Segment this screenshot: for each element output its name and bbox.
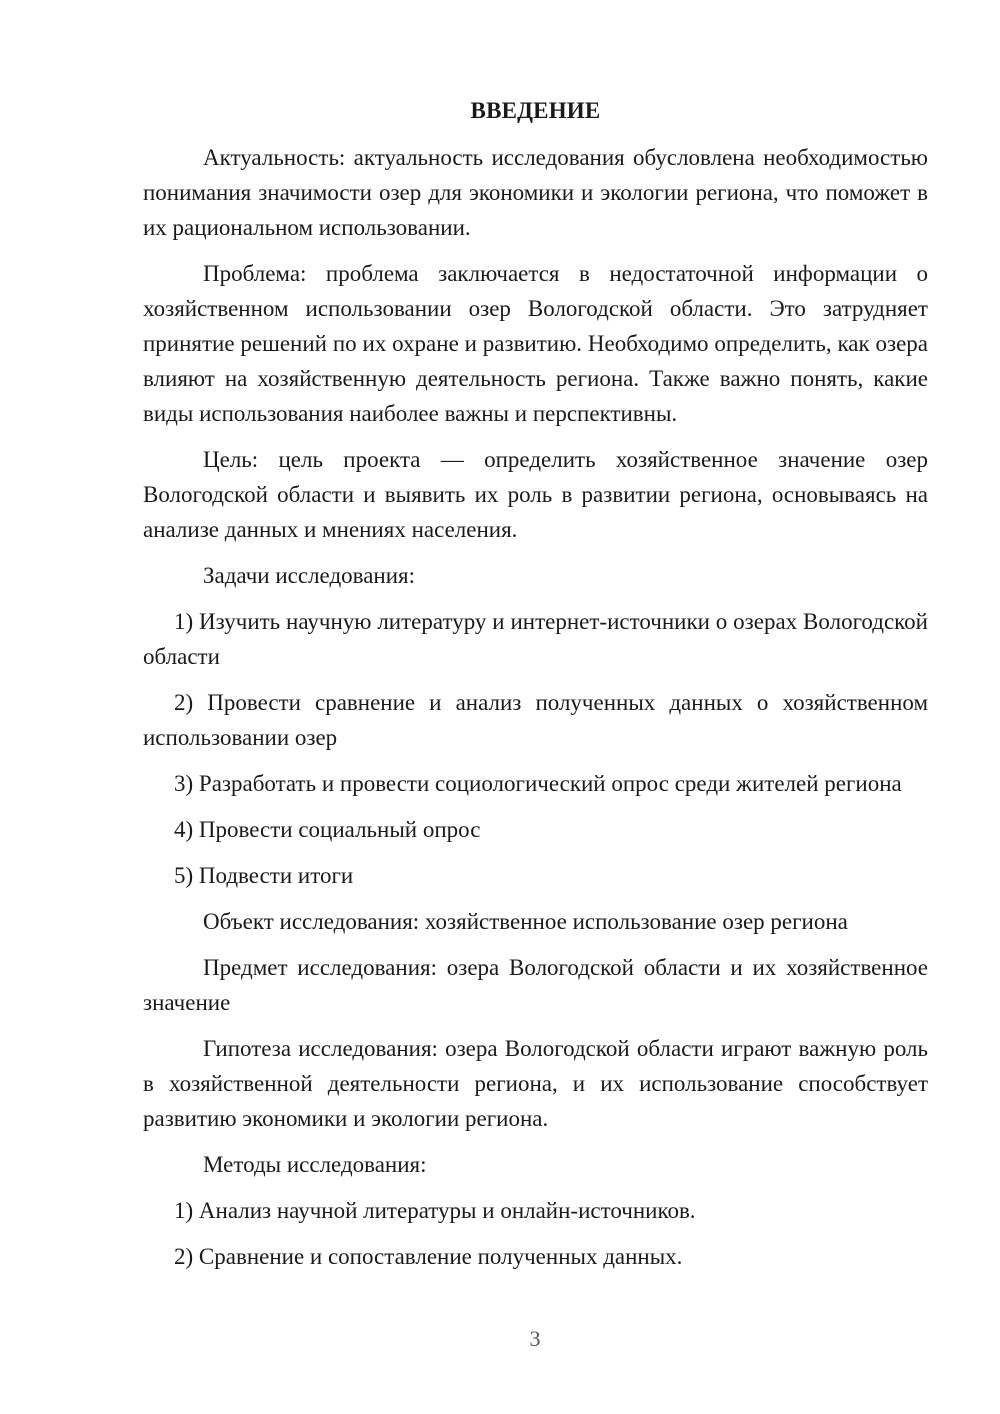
tasks-heading: Задачи исследования: — [203, 563, 416, 588]
hypothesis-paragraph: Гипотеза исследования: озера Вологодской области играют важную роль в хозяйственной деятельности региона, и их использование способствует развитию экономики и экологии региона. — [143, 1036, 928, 1131]
list-item: 1) Изучить научную литературу и интернет-источники о озерах Вологодской области — [143, 609, 928, 669]
problem-paragraph: Проблема: проблема заключается в недостаточной информации о хозяйственном использовании озер Вологодской области. Это затрудняет принятие решений по их охране и развитию. Необходимо определить, как озера влияют на хозяйственную деятельность региона. Также важно понять, какие виды использования наиболее важны и перспективны. — [143, 261, 928, 426]
tasks-list — [143, 604, 928, 893]
goal-paragraph: Цель: цель проекта — определить хозяйственное значение озер Вологодской области и выявить их роль в развитии региона, основываясь на анализе данных и мнениях населения. — [143, 447, 928, 542]
relevance-paragraph: Актуальность: актуальность исследования обусловлена необходимостью понимания значимости озер для экономики и экологии региона, что поможет в их рациональном использовании. — [143, 145, 928, 240]
list-item: 5) Подвести итоги — [174, 863, 354, 888]
list-item: 3) Разработать и провести социологический опрос среди жителей региона — [174, 771, 902, 796]
list-item: 2) Провести сравнение и анализ полученных данных о хозяйственном использовании озер — [143, 690, 928, 750]
document-body — [143, 93, 928, 1285]
methods-heading: Методы исследования: — [203, 1152, 427, 1177]
subject-paragraph: Предмет исследования: озера Вологодской области и их хозяйственное значение — [143, 955, 928, 1015]
list-item: 1) Анализ научной литературы и онлайн-источников. — [174, 1198, 696, 1223]
page-title: ВВЕДЕНИЕ — [470, 98, 601, 123]
methods-list — [143, 1193, 928, 1274]
list-item: 2) Сравнение и сопоставление полученных данных. — [174, 1244, 683, 1269]
page-number: 3 — [529, 1326, 541, 1351]
list-item: 4) Провести социальный опрос — [174, 817, 481, 842]
object-paragraph: Объект исследования: хозяйственное использование озер региона — [203, 909, 848, 934]
